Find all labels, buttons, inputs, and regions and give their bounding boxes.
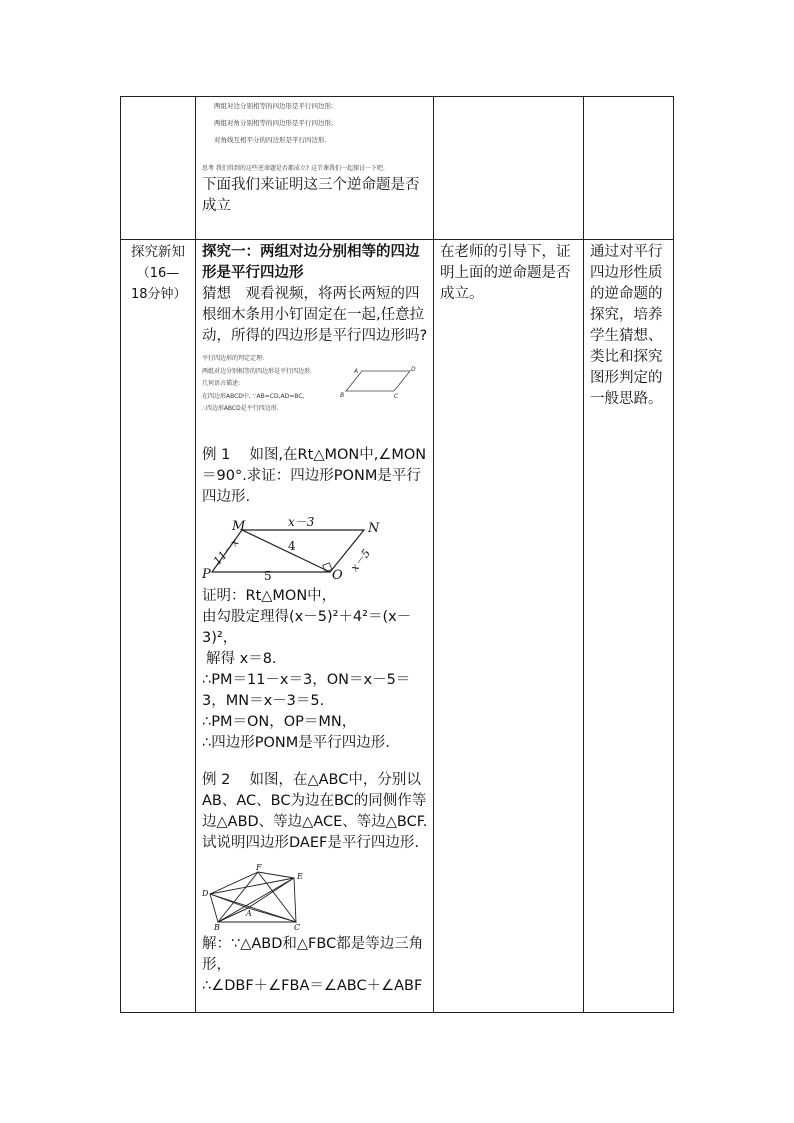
fig-label: A: [354, 368, 359, 375]
small-line: 两组对边分别相等的四边形是平行四边形;: [214, 102, 334, 110]
fig-label: B: [214, 923, 220, 930]
solution-line: 解：∵△ABD和△FBC都是等边三角形，: [202, 936, 424, 973]
fig-label: F: [256, 864, 262, 872]
proof-line: 由勾股定理得(x－5)²＋4²＝(x－3)²，: [202, 609, 412, 646]
example1-figure: [202, 514, 392, 580]
theorem-line: ∴四边形ABCD是平行四边形.: [202, 405, 279, 412]
fig-label: N: [368, 521, 380, 536]
fig-label: x－3: [288, 515, 315, 529]
fig-label: C: [294, 923, 301, 930]
theorem-block: [202, 353, 430, 443]
fig-label: x－5: [347, 546, 374, 574]
student-activity-cell: [440, 242, 578, 305]
proof-line: ∴四边形PONM是平行四边形.: [202, 735, 390, 751]
small-line: 两组对角分别相等的四边形是平行四边形;: [214, 119, 334, 127]
design-intent-text: 通过对平行四边形性质的逆命题的探究，培养学生猜想、类比和探究图形判定的一般思路。: [590, 244, 663, 407]
main-content-cell: [202, 242, 430, 1012]
example2-figure: [202, 864, 312, 930]
think-line: 思考 我们得到的这些逆命题是否都成立? 这节课我们一起探讨一下吧.: [202, 165, 385, 172]
conjecture-text: 猜想 观看视频，将两长两短的四根细木条用小钉固定在一起,任意拉动，所得的四边形是平行四边形吗?: [202, 286, 428, 344]
fig-label: O: [332, 568, 343, 580]
theorem-line: 两组对边分别相等的四边形是平行四边形.: [202, 367, 312, 375]
stage-title: 探究新知: [131, 244, 185, 260]
fig-label: 5: [264, 569, 272, 580]
fig-label: B: [340, 392, 345, 399]
section-heading: 探究一：两组对边分别相等的四边形是平行四边形: [202, 244, 420, 281]
example1-text: 例 1 如图,在Rt△MON中,∠MON＝90°.求证：四边形PONM是平行四边形.: [202, 447, 427, 505]
statement: 下面我们来证明这三个逆命题是否成立: [202, 177, 420, 214]
theorem-line: 几何语言描述:: [202, 380, 241, 387]
stage-cell: [121, 242, 195, 305]
fig-label: D: [202, 889, 209, 898]
fig-label: A: [246, 909, 252, 918]
solution-line: ∴∠DBF＋∠FBA＝∠ABC＋∠ABF: [202, 978, 423, 994]
proof-line: 证明：Rt△MON中，: [202, 588, 337, 604]
fig-label: C: [394, 393, 399, 399]
lesson-table: [120, 96, 674, 1013]
parallelogram-figure: [340, 363, 416, 399]
proof-line: ∴PM＝11－x＝3，ON＝x－5＝3，MN＝x－3＝5.: [202, 672, 411, 709]
example2-text: 例 2 如图，在△ABC中，分别以AB、AC、BC为边在BC的同侧作等边△ABD、等边△ACE、等边△BCF.试说明四边形DAEF是平行四边形.: [202, 772, 428, 851]
fig-label: E: [297, 872, 303, 881]
fig-label: P: [202, 567, 211, 580]
fig-label: M: [232, 519, 246, 534]
design-intent-cell: [590, 242, 670, 410]
theorem-line: 在四边形ABCD中, ∵AB=CD,AD=BC,: [202, 392, 305, 400]
proof-line: 解得 x＝8.: [206, 651, 277, 667]
theorem-line: 平行四边形的判定定理:: [202, 355, 265, 362]
row1-content-cell: [196, 97, 432, 239]
proof-line: ∴PM＝ON，OP＝MN，: [202, 714, 357, 730]
fig-label: 4: [288, 539, 296, 553]
student-activity-text: 在老师的引导下，证明上面的逆命题是否成立。: [440, 244, 571, 302]
fig-label: 11－x: [210, 535, 242, 568]
stage-time: （16—18分钟）: [131, 266, 187, 302]
small-line: 对角线互相平分的四边形是平行四边形.: [214, 136, 327, 144]
fig-label: D: [411, 366, 416, 373]
